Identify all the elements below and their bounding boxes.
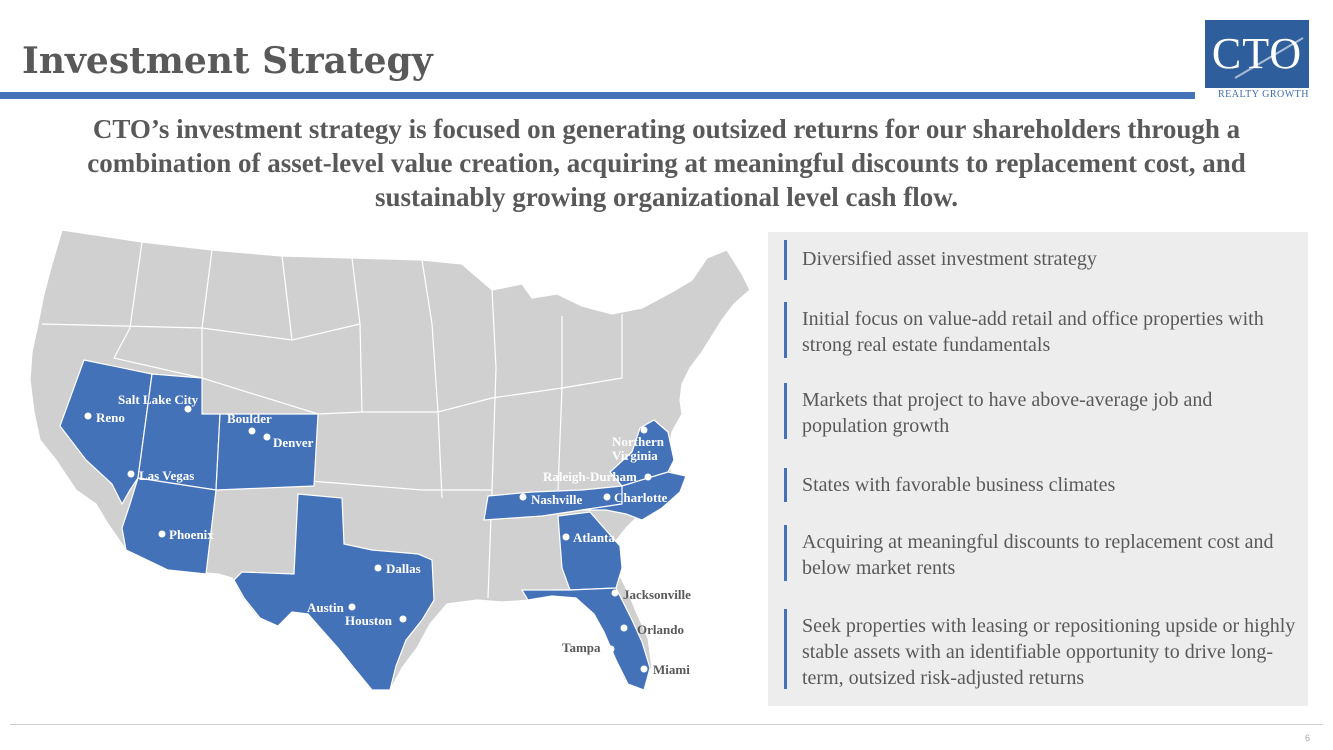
city-label: Jacksonville (623, 587, 691, 602)
city-label: Reno (96, 410, 125, 425)
city-raleigh-durham (543, 469, 652, 484)
strategy-point (784, 613, 1299, 691)
city-label: Charlotte (614, 490, 668, 505)
strategy-point-text: Initial focus on value-add retail and office properties with strong real estate fundamentals (802, 308, 1264, 356)
city-label: Orlando (637, 622, 684, 637)
city-label: Miami (653, 662, 690, 677)
strategy-point-text: States with favorable business climates (802, 474, 1116, 496)
bullet-bar (784, 302, 787, 358)
us-map-svg (22, 228, 757, 703)
city-label: Phoenix (169, 527, 214, 542)
page-number: 6 (1304, 733, 1310, 743)
city-label: Raleigh-Durham (543, 469, 637, 484)
strategy-point-text: Diversified asset investment strategy (802, 248, 1097, 270)
city-tampa (562, 640, 615, 655)
city-label: Tampa (562, 640, 601, 655)
state-arizona (122, 478, 216, 574)
city-label: Houston (345, 613, 392, 628)
title-divider (0, 92, 1195, 99)
city-label: Austin (307, 600, 344, 615)
city-jacksonville (612, 587, 692, 602)
strategy-summary: CTO’s investment strategy is focused on generating outsized returns for our shareholders through a combination of asset-level value creation, acquiring at meaningful discounts to replacement cost, and sustainably growing organizational level cash flow. (87, 114, 1246, 212)
strategy-point (784, 529, 1299, 581)
city-label: Boulder (227, 411, 272, 426)
city-charlotte (604, 490, 668, 505)
page-title: Investment Strategy (22, 40, 433, 82)
bullet-bar (784, 240, 787, 280)
bullet-bar (784, 525, 787, 581)
strategy-point-text: Markets that project to have above-average job and population growth (802, 389, 1213, 437)
strategy-points-panel (768, 232, 1308, 706)
strategy-point (784, 246, 1299, 272)
city-label: Salt Lake City (118, 392, 199, 407)
city-label: Dallas (386, 561, 421, 576)
logo-sub-text: REALTY GROWTH (1217, 89, 1309, 100)
strategy-point-text: Seek properties with leasing or repositioning upside or highly stable assets with an identifiable opportunity to drive long-term, outsized risk-adjusted returns (802, 615, 1296, 689)
city-label: Nashville (531, 492, 583, 507)
strategy-point-text: Acquiring at meaningful discounts to replacement cost and below market rents (802, 531, 1274, 579)
strategy-point (784, 472, 1299, 498)
footer-divider (10, 724, 1323, 725)
company-logo (1205, 20, 1309, 102)
strategy-point (784, 306, 1299, 358)
city-label: Northern Virginia (612, 434, 664, 463)
bullet-bar (784, 383, 787, 439)
us-market-map (22, 228, 757, 703)
city-label: Las Vegas (139, 468, 195, 483)
city-label: Atlanta (573, 530, 615, 545)
bullet-bar (784, 468, 787, 502)
strategy-point (784, 387, 1299, 439)
logo-main-text: CTO (1211, 29, 1303, 78)
city-label: Denver (273, 435, 314, 450)
bullet-bar (784, 609, 787, 689)
